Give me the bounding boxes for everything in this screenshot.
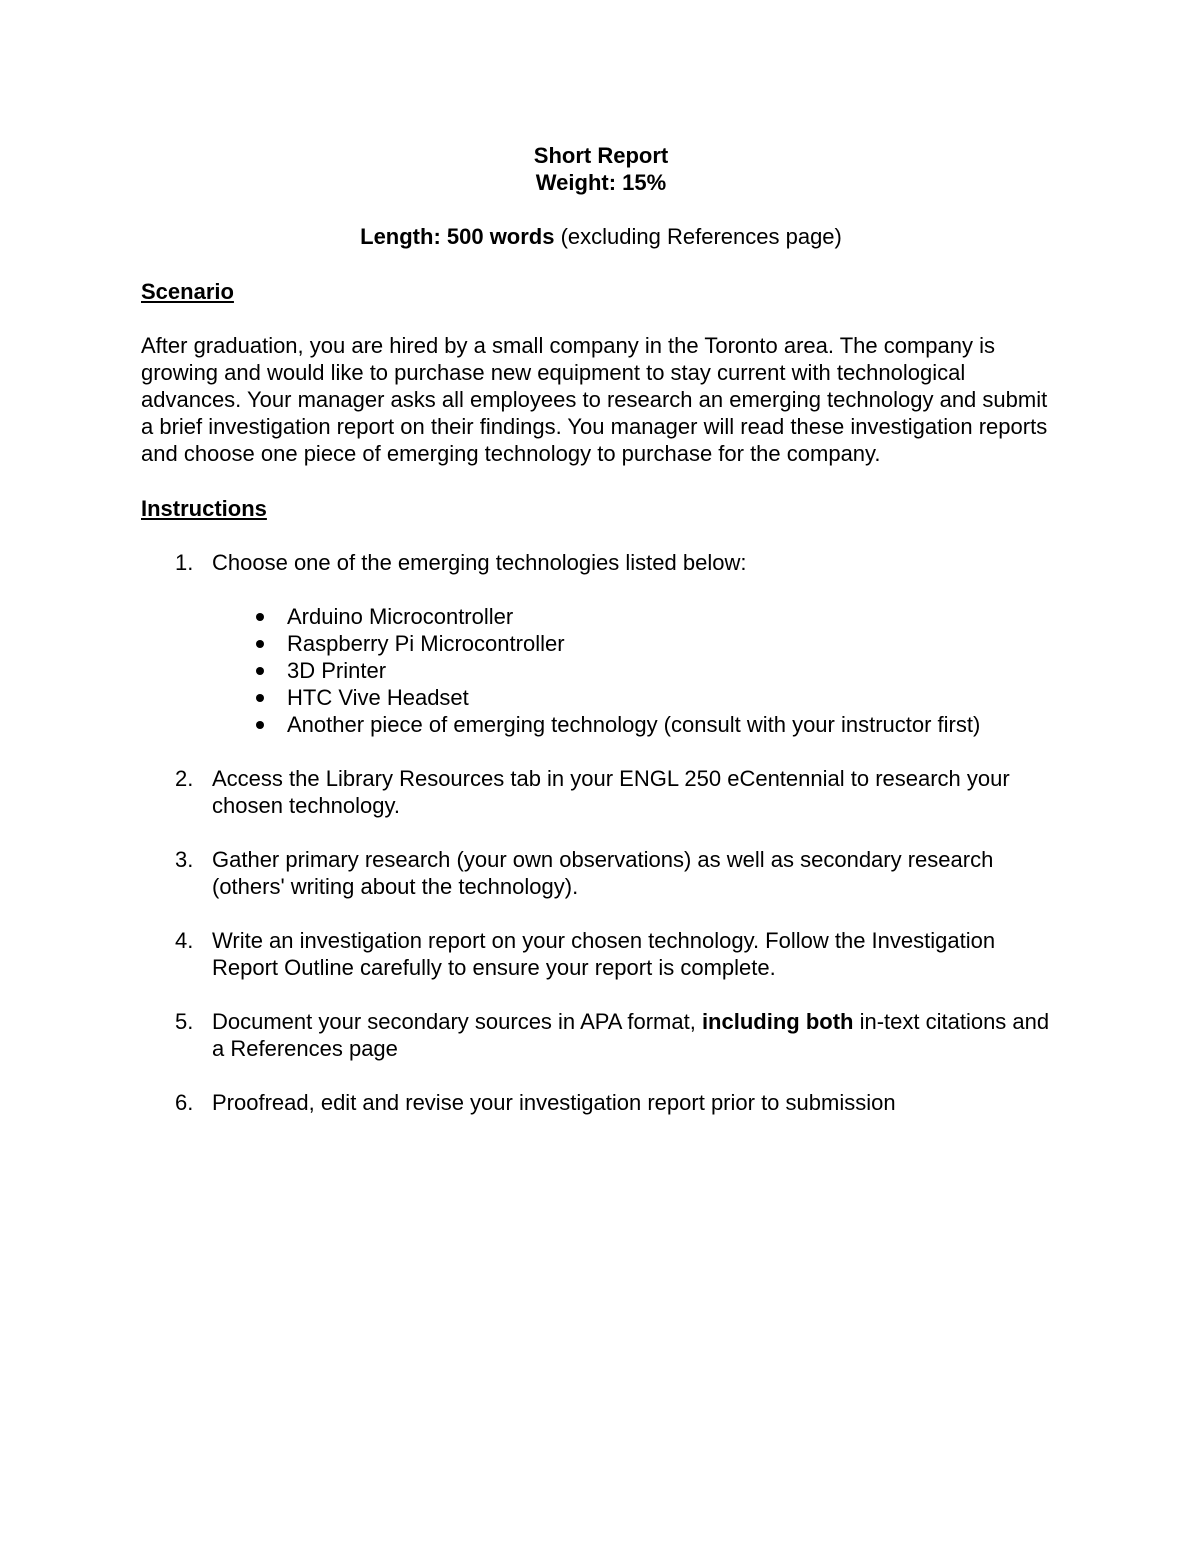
- technology-label: Another piece of emerging technology (consult with your instructor first): [287, 712, 981, 737]
- step-number: 5.: [175, 1009, 194, 1034]
- length-label: Length: 500 words: [360, 224, 555, 249]
- step-text: Access the Library Resources tab in your ENGL 250 eCentennial to research your chosen technology.: [212, 766, 1010, 818]
- step-text: Proofread, edit and revise your investigation report prior to submission: [212, 1090, 896, 1115]
- instruction-step: [141, 1089, 1061, 1116]
- technology-label: Raspberry Pi Microcontroller: [287, 631, 565, 656]
- document-title: Short Report: [533, 143, 669, 168]
- technology-item: [212, 630, 1061, 657]
- technology-label: 3D Printer: [287, 658, 387, 683]
- step-text: Choose one of the emerging technologies listed below:: [212, 550, 747, 575]
- step-text-after: in-text citations and a References page: [212, 1009, 1050, 1061]
- bullet-icon: [256, 667, 264, 675]
- step-number: 6.: [175, 1090, 194, 1115]
- instruction-step: [141, 549, 1061, 738]
- instruction-step: [141, 927, 1061, 981]
- step-number: 2.: [175, 766, 194, 791]
- step-number: 4.: [175, 928, 194, 953]
- scenario-heading: Scenario: [141, 279, 234, 304]
- instructions-heading: Instructions: [141, 496, 267, 521]
- step-text: Gather primary research (your own observations) as well as secondary research (others' writing about the technology).: [212, 847, 994, 899]
- technology-item: [212, 657, 1061, 684]
- step-text: Write an investigation report on your chosen technology. Follow the Investigation Report Outline carefully to ensure your report is complete.: [212, 928, 996, 980]
- instructions-list: [141, 549, 1061, 1116]
- instruction-step: [141, 846, 1061, 900]
- step-text-before: Document your secondary sources in APA format,: [212, 1009, 702, 1034]
- technology-label: Arduino Microcontroller: [287, 604, 514, 629]
- technology-item: [212, 684, 1061, 711]
- technology-list: [212, 603, 1061, 738]
- step-text-bold: including both: [701, 1009, 854, 1034]
- instruction-step: [141, 1008, 1061, 1062]
- step-number: 3.: [175, 847, 194, 872]
- scenario-paragraph: After graduation, you are hired by a small company in the Toronto area. The company is growing and would like to purchase new equipment to stay current with technological advances. Your manager asks all employees to research an emerging technology and submit a brief investigation report on their findings. You manager will read these investigation reports and choose one piece of emerging technology to purchase for the company.: [141, 333, 1048, 466]
- document-page: [141, 142, 1061, 1143]
- technology-label: HTC Vive Headset: [287, 685, 469, 710]
- bullet-icon: [256, 721, 264, 729]
- length-line: [141, 223, 1061, 250]
- weight-line: Weight: 15%: [535, 170, 667, 195]
- technology-item: [212, 603, 1061, 630]
- step-number: 1.: [175, 550, 194, 575]
- step-text: [212, 1008, 1061, 1062]
- technology-item: [212, 711, 1061, 738]
- length-note: (excluding References page): [554, 224, 842, 249]
- title-block: [141, 142, 1061, 196]
- bullet-icon: [256, 613, 264, 621]
- bullet-icon: [256, 640, 264, 648]
- instruction-step: [141, 765, 1061, 819]
- bullet-icon: [256, 694, 264, 702]
